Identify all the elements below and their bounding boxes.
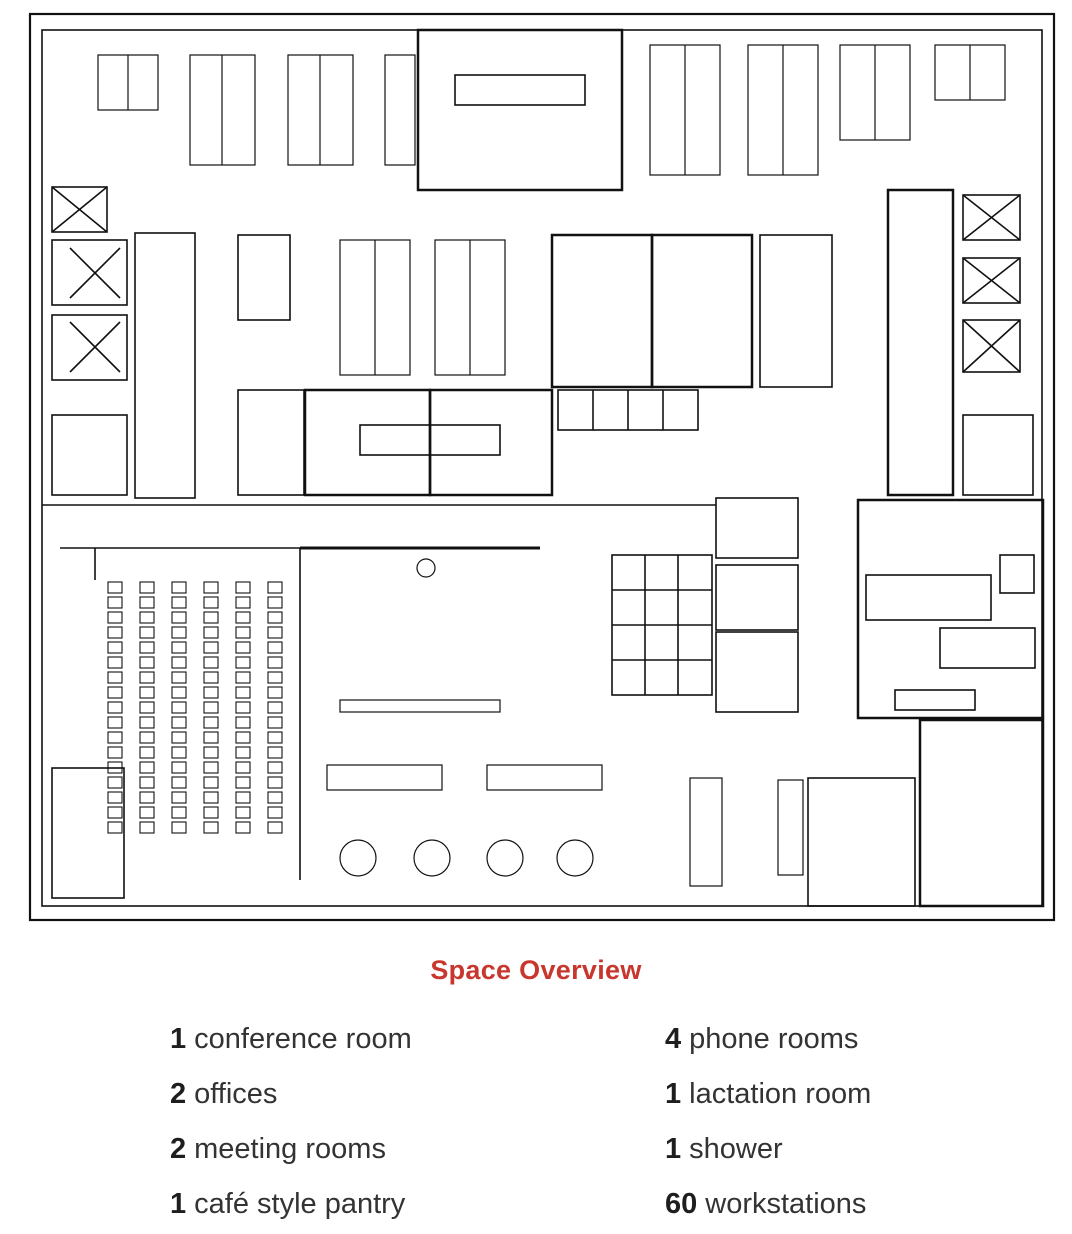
- conference-room: [418, 30, 622, 190]
- chair: [236, 732, 250, 743]
- chair: [268, 657, 282, 668]
- chair: [204, 807, 218, 818]
- chair: [236, 597, 250, 608]
- chair: [204, 582, 218, 593]
- chair: [268, 687, 282, 698]
- chair: [268, 702, 282, 713]
- chair: [236, 822, 250, 833]
- meeting-room-2: [430, 390, 552, 495]
- chair: [268, 747, 282, 758]
- chair: [204, 642, 218, 653]
- elevator-left-2: [52, 240, 127, 305]
- chair: [172, 582, 186, 593]
- chair: [236, 717, 250, 728]
- chair: [268, 582, 282, 593]
- chair: [140, 717, 154, 728]
- chair: [172, 627, 186, 638]
- chair: [172, 612, 186, 623]
- chair: [140, 747, 154, 758]
- chair: [268, 717, 282, 728]
- chair: [172, 642, 186, 653]
- training-seating: [108, 582, 282, 833]
- workstations-upper-right: [650, 45, 1005, 175]
- chair: [172, 657, 186, 668]
- chair: [236, 702, 250, 713]
- chair: [108, 627, 122, 638]
- lower-right-room: [920, 720, 1043, 906]
- chair: [268, 822, 282, 833]
- chair: [108, 747, 122, 758]
- chair: [268, 732, 282, 743]
- chair: [140, 627, 154, 638]
- chair: [108, 717, 122, 728]
- chair: [108, 792, 122, 803]
- chair: [140, 807, 154, 818]
- chair: [172, 807, 186, 818]
- workstations-middle: [340, 240, 505, 375]
- chair: [108, 732, 122, 743]
- stat-phone-rooms: 4 phone rooms: [665, 1023, 859, 1055]
- chair: [140, 672, 154, 683]
- inner-wall: [42, 30, 1042, 906]
- chair: [172, 762, 186, 773]
- stairs-right: [963, 415, 1033, 495]
- office-2: [652, 235, 752, 387]
- chair: [268, 792, 282, 803]
- chair: [268, 597, 282, 608]
- lactation-room: [716, 565, 798, 630]
- chair: [140, 792, 154, 803]
- stat-meeting-rooms: 2 meeting rooms: [170, 1133, 386, 1165]
- chair: [204, 657, 218, 668]
- chair: [268, 642, 282, 653]
- chair: [172, 687, 186, 698]
- stat-lactation-room: 1 lactation room: [665, 1078, 872, 1110]
- chair: [172, 732, 186, 743]
- chair: [140, 777, 154, 788]
- chair: [268, 777, 282, 788]
- chair: [140, 657, 154, 668]
- chair: [204, 687, 218, 698]
- stat-cafe-pantry: 1 café style pantry: [170, 1188, 406, 1220]
- chair: [108, 687, 122, 698]
- chair: [268, 627, 282, 638]
- chair: [204, 597, 218, 608]
- chair: [140, 582, 154, 593]
- chair: [268, 807, 282, 818]
- chair: [204, 627, 218, 638]
- chair: [236, 792, 250, 803]
- stat-offices: 2 offices: [170, 1078, 278, 1110]
- chair: [204, 672, 218, 683]
- chair: [140, 642, 154, 653]
- chair: [204, 732, 218, 743]
- chair: [140, 822, 154, 833]
- chair: [172, 777, 186, 788]
- chair: [236, 762, 250, 773]
- chair: [172, 672, 186, 683]
- cafe-pantry: [327, 559, 803, 886]
- chair: [140, 612, 154, 623]
- chair: [140, 702, 154, 713]
- restroom-block: [858, 500, 1043, 718]
- chair: [108, 657, 122, 668]
- chair: [268, 612, 282, 623]
- chair: [204, 747, 218, 758]
- chair: [236, 777, 250, 788]
- chair: [108, 702, 122, 713]
- chair: [172, 792, 186, 803]
- chair: [204, 762, 218, 773]
- chair: [204, 822, 218, 833]
- chair: [140, 687, 154, 698]
- stairs-left: [52, 415, 127, 495]
- stat-conference-room: 1 conference room: [170, 1023, 412, 1055]
- shower: [716, 632, 798, 712]
- chair: [172, 717, 186, 728]
- chair: [204, 612, 218, 623]
- chair: [140, 732, 154, 743]
- chair: [172, 747, 186, 758]
- chair: [236, 747, 250, 758]
- chair: [108, 807, 122, 818]
- chair: [204, 777, 218, 788]
- chair: [268, 762, 282, 773]
- space-overview-title: Space Overview: [430, 955, 642, 985]
- chair: [108, 642, 122, 653]
- meeting-room-1: [305, 390, 430, 495]
- outer-wall: [30, 14, 1054, 920]
- chair: [236, 807, 250, 818]
- chair: [108, 597, 122, 608]
- elevator-left-3: [52, 315, 127, 380]
- chair: [236, 672, 250, 683]
- workstations-upper-left: [98, 55, 415, 165]
- chair: [108, 822, 122, 833]
- chair: [236, 612, 250, 623]
- chair: [108, 672, 122, 683]
- chair: [236, 627, 250, 638]
- chair: [204, 717, 218, 728]
- chair: [268, 672, 282, 683]
- chair: [108, 582, 122, 593]
- chair: [140, 597, 154, 608]
- chair: [108, 612, 122, 623]
- chair: [172, 597, 186, 608]
- chair: [172, 702, 186, 713]
- chair: [172, 822, 186, 833]
- chair: [140, 762, 154, 773]
- chair: [236, 582, 250, 593]
- chair: [204, 702, 218, 713]
- stat-workstations: 60 workstations: [665, 1188, 867, 1220]
- office-1: [552, 235, 652, 387]
- chair: [204, 792, 218, 803]
- chair: [236, 657, 250, 668]
- chair: [236, 687, 250, 698]
- chair: [236, 642, 250, 653]
- chair: [108, 777, 122, 788]
- stat-shower: 1 shower: [665, 1133, 783, 1165]
